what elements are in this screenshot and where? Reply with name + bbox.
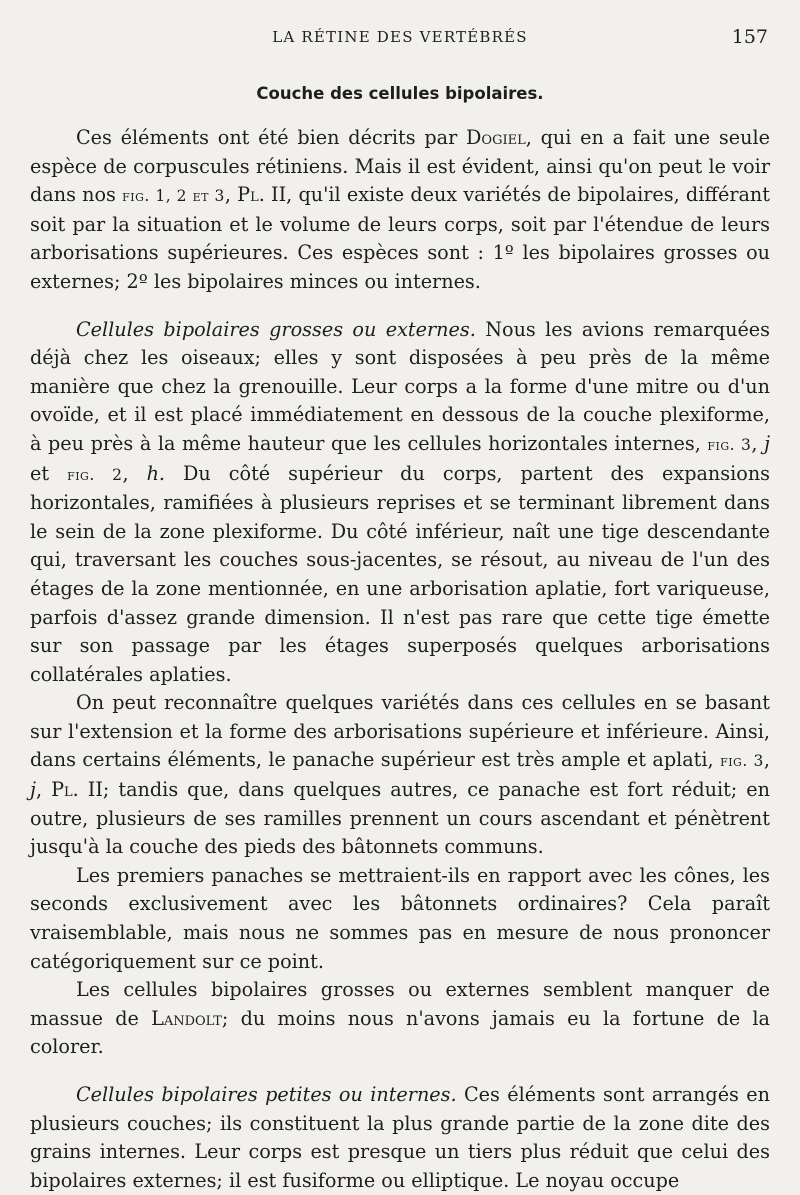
- figure-letter: h.: [146, 461, 166, 485]
- text-run: Les cellules bipolaires grosses ou externes semblent manquer de massue de: [30, 978, 770, 1030]
- paragraph-3: [30, 689, 770, 862]
- author-name: Dogiel: [466, 126, 526, 149]
- text-run: Ces éléments ont été bien décrits par: [76, 126, 467, 149]
- italic-subheading: Cellules bipolaires grosses ou externes.: [76, 317, 476, 341]
- italic-subheading: Cellules bipolaires petites ou internes.: [76, 1083, 457, 1106]
- figure-reference: fig. 3: [720, 752, 764, 771]
- figure-letter: j: [764, 431, 771, 455]
- text-run: ,: [763, 748, 770, 772]
- text-run: Du côté supérieur du corps, partent des expansions horizontales, ramifiées à plusieurs reprises et se terminant librement dans le sein de la zone plexiforme. Du côté inférieur, naît une tige descendante qui, traversant les couches sous-jacentes, se résout, au niveau de l'un des étages de la zone mentionnée, en une arborisation aplatie, fort variqueuse, parfois d'assez grande dimension. Il n'est pas rare que cette tige émette sur son passage par les étages superposés quelques arborisations collatérales aplaties.: [30, 461, 771, 686]
- text-run: , qu'il existe deux variétés de bipolaires, différant soit par la situation et le volume de leurs corps, soit par l'étendue de leurs arborisations supérieures. Ces espèces sont : 1º les bipolaires grosses ou externes; 2º les bipolaires minces ou internes.: [30, 183, 770, 293]
- text-run: ,: [35, 778, 52, 802]
- figure-reference: fig. 2: [67, 465, 123, 484]
- figure-letter: j: [30, 778, 36, 802]
- body-text: [30, 124, 770, 1195]
- author-name: Landolt: [151, 1006, 222, 1030]
- text-run: ,: [224, 183, 238, 207]
- text-run: Ces éléments sont arrangés en plusieurs couches; ils constituent la plus grande partie de la zone dite des grains internes. Leur corps est presque un tiers plus réduit que celui des bipolaires externes; il est fusiforme ou elliptique. Le noyau occupe: [30, 1083, 770, 1192]
- text-run: On peut reconnaître quelques variétés dans ces cellules en se basant sur l'extension et la forme des arborisations supérieure et inférieure. Ainsi, dans certains éléments, le panache supérieur est très ample et aplati,: [30, 691, 770, 772]
- figure-reference: fig. 1, 2 et 3: [122, 187, 225, 206]
- paragraph-4: [30, 862, 770, 976]
- section-heading: Couche des cellules bipolaires.: [256, 84, 544, 103]
- running-head: [0, 26, 800, 50]
- paragraph-1: [30, 124, 770, 297]
- text-run: ,: [751, 431, 765, 455]
- running-title: LA RÉTINE DES VERTÉBRÉS: [272, 28, 528, 46]
- plate-reference: Pl. II: [237, 183, 287, 207]
- page-number: 157: [731, 26, 768, 48]
- paragraph-6: [30, 1081, 770, 1195]
- text-run: ,: [122, 461, 147, 485]
- text-run: Les premiers panaches se mettraient-ils en rapport avec les cônes, les seconds exclusivement avec les bâtonnets ordinaires? Cela paraît vraisemblable, mais nous ne sommes pas en mesure de nous prononcer catégoriquement sur ce point.: [30, 863, 770, 973]
- text-run: et: [30, 461, 68, 485]
- text-run: ; du moins nous n'avons jamais eu la fortune de la colorer.: [30, 1006, 770, 1059]
- figure-reference: fig. 3: [707, 435, 752, 454]
- text-run: Nous les avions remarquées déjà chez les oiseaux; elles y sont disposées à peu près de la même manière que chez la grenouille. Leur corps a la forme d'une mitre ou d'un ovoïde, et il est placé immédiatement en dessous de la couche plexiforme, à peu près à la même hauteur que les cellules horizontales internes,: [30, 317, 770, 455]
- text-run: ; tandis que, dans quelques autres, ce panache est fort réduit; en outre, plusieurs de ses ramilles prennent un cours ascendant et pénètrent jusqu'à la couche des pieds des bâtonnets communs.: [30, 778, 771, 859]
- paragraph-5: [30, 976, 770, 1062]
- paragraph-2: [30, 316, 770, 690]
- text-run: , qui en a fait une seule espèce de corpuscules rétiniens. Mais il est évident, ainsi qu'on peut le voir dans nos: [30, 126, 770, 207]
- plate-reference: Pl. II: [51, 778, 103, 802]
